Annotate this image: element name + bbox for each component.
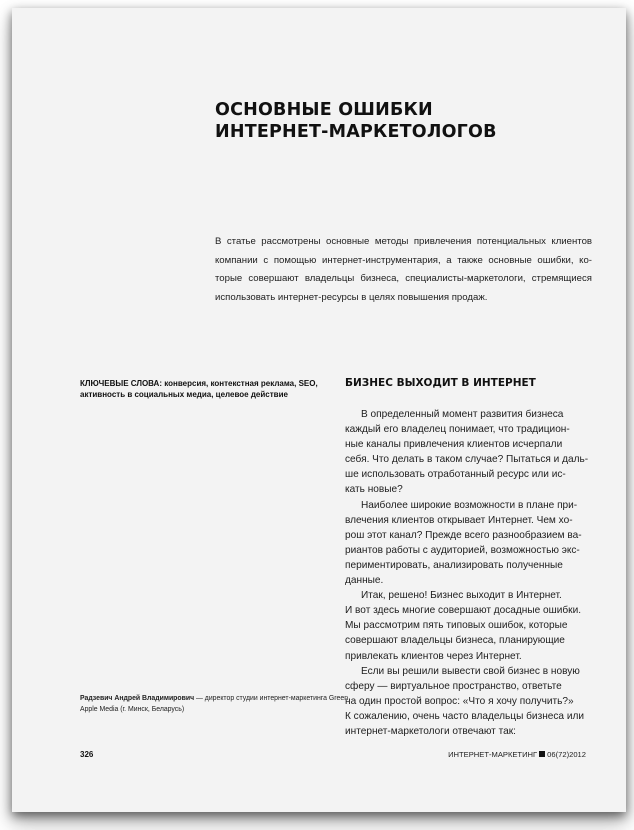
article-title-line-2: ИНТЕРНЕТ-МАРКЕТОЛОГОВ [215, 122, 497, 142]
body-line: риантов работы с аудиторией, возможностью экс- [345, 544, 580, 556]
body-line: В определенный момент развития бизнеса [361, 409, 564, 420]
issue-number: 06(72)2012 [547, 750, 586, 759]
body-line: Наиболее широкие возможности в плане при- [361, 499, 578, 511]
page-number: 326 [80, 750, 94, 759]
body-line: на один простой вопрос: «Что я хочу получить?» [345, 695, 574, 707]
journal-page [12, 8, 626, 812]
author-role: — директор студии интернет-маркетинга Green [194, 695, 349, 702]
body-line: Мы рассмотрим пять типовых ошибок, которые [345, 620, 568, 632]
journal-name: ИНТЕРНЕТ-МАРКЕТИНГ [448, 750, 538, 759]
author-name: Радзевич Андрей Владимирович [80, 695, 195, 702]
lead-line: использовать интернет-ресурсы в целях повышения продаж. [215, 291, 488, 303]
lead-line: В статье рассмотрены основные методы привлечения потенциальных клиентов [215, 236, 592, 247]
article-title [215, 99, 575, 143]
article-title-line-1: ОСНОВНЫЕ ОШИБКИ [215, 100, 433, 120]
body-line: интернет-маркетологи отвечают так: [345, 725, 516, 737]
lead-line: компании с помощью интернет-инструментария, а также основные ошибки, ко- [215, 254, 592, 266]
author-note [80, 694, 350, 715]
running-footer [448, 750, 586, 759]
body-line: влечения клиентов открывает Интернет. Чем хо- [345, 514, 573, 526]
author-line-2: Apple Media (г. Минск, Беларусь) [80, 705, 185, 713]
body-line: Если вы решили вывести свой бизнес в новую [361, 665, 580, 677]
body-line: ше использовать отработанный ресурс или ис- [345, 469, 566, 481]
body-line: рош этот канал? Прежде всего разнообразием ва- [345, 529, 582, 541]
body-line: сферу — виртуальное пространство, ответьте [345, 680, 562, 692]
body-line: ные каналы привлечения клиентов исчерпали [345, 439, 563, 451]
body-line: И вот здесь многие совершают досадные ошибки. [345, 605, 582, 617]
body-line: каждый его владелец понимает, что традицион- [345, 424, 570, 436]
body-line: совершают владельцы бизнеса, планирующие [345, 635, 565, 647]
body-line: периментировать, анализировать полученные [345, 559, 563, 571]
body-line: кать новые? [345, 484, 403, 496]
keywords-block [80, 378, 345, 400]
body-line: данные. [345, 575, 384, 587]
article-lead [215, 233, 592, 307]
keywords-line: КЛЮЧЕВЫЕ СЛОВА: конверсия, контекстная реклама, SEO, [80, 379, 318, 388]
body-line: привлекать клиентов через Интернет. [345, 650, 522, 662]
keywords-line: активность в социальных медиа, целевое действие [80, 390, 288, 399]
author-line-1 [80, 694, 350, 705]
lead-line: торые совершают владельцы бизнеса, специалисты-маркетологи, стремящиеся [215, 273, 592, 284]
body-line: Итак, решено! Бизнес выходит в Интернет. [361, 590, 562, 602]
section-heading: БИЗНЕС ВЫХОДИТ В ИНТЕРНЕТ [345, 377, 536, 389]
article-body [345, 407, 600, 739]
body-line: К сожалению, очень часто владельцы бизнеса или [345, 710, 585, 722]
square-separator-icon [539, 751, 545, 757]
body-line: себя. Что делать в таком случае? Пытаться и даль- [345, 454, 589, 466]
